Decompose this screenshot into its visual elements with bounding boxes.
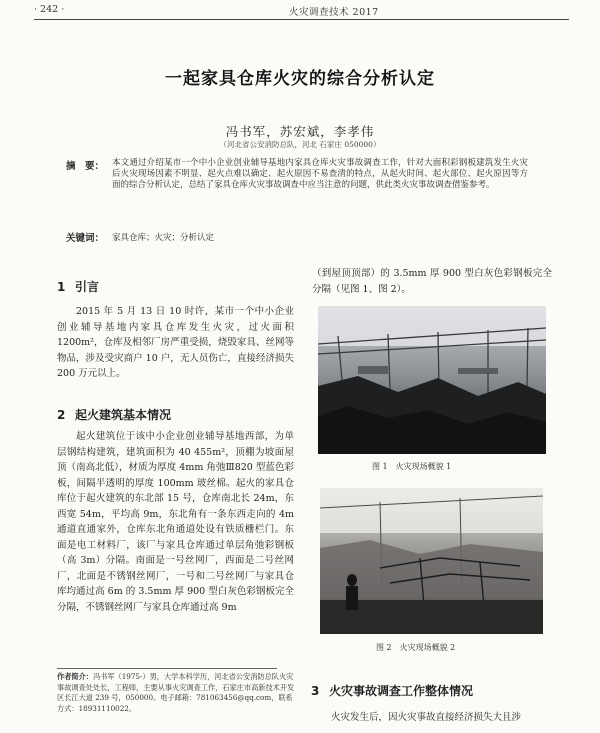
paper-authors: 冯书军，苏宏斌，李孝伟 [225,124,375,139]
section-title: 起火建筑基本情况 [75,408,172,422]
section-title: 火灾事故调查工作整体情况 [329,684,474,698]
section-2-continued-text: （到屋顶顶部）的 3.5mm 厚 900 型白灰色彩钢板完全分隔（见图 1、图 2）。 [312,268,552,295]
section-2-text: 起火建筑位于该中小企业创业辅导基地西部，为单层钢结构建筑，建筑面积为 40 455m²，顶棚为坡面屋顶（南高北低），材质为厚度 4mm 角弛Ⅲ820 型蓝色彩板，间隔半透明的厚度 100mm 玻丝棉。起火的家具仓库位于起火建筑的东北部 15 号，仓库南北长 24m，东西宽 54m，平均高 9m，东北角有一条东西走向的 4m 通道直通家外，仓库东北角通道处设有铁质栅栏门。东面是电工材料厂，该厂与家具仓库通过单层角弛彩钢板（高 3m）分隔。南面是一号丝网厂，西面是二号丝网厂，北面是不锈钢丝网厂，一号和二号丝网厂与家具仓库均通过高 6m 的 3.5mm 厚 900 型白灰色彩钢板完全分隔，不锈钢丝网厂与家具仓库通过高 9m [57,431,294,613]
author-footnote [57,672,299,714]
figure-1-caption: 图 1 火灾现场概貌 1 [372,462,452,471]
section-3-text: 火灾发生后，因火灾事故直接经济损失大且涉 [331,712,522,723]
page-number: · 242 · [34,4,65,15]
abstract-text: 本文通过介绍某市一个中小企业创业辅导基地内家具仓库火灾事故调查工作，针对大面积彩钢板建筑发生火灾后火灾现场因素不明显、起火点难以确定、起火原因不易查清的特点，从起火时间、起火部位、起火原因等方面的综合分析认定，总结了家具仓库火灾事故调查中应当注意的问题，供此类火灾事故调查借鉴参考。 [112,158,528,191]
abstract-label: 摘 要： [66,161,105,172]
figure-2-caption: 图 2 火灾现场概貌 2 [376,643,456,652]
section-2-heading [57,406,171,423]
running-header [34,4,569,18]
section-3-heading [311,682,473,699]
section-1-heading [57,278,99,295]
section-title: 引言 [75,280,100,294]
journal-name: 火灾调查技术 2017 [289,7,379,18]
footnote-rule [57,668,277,669]
footnote-label: 作者简介： [57,672,93,681]
footnote-text: 冯书军（1975-）男，大学本科学历，河北省公安消防总队火灾事故调查处处长，工程师，主要从事火灾调查工作，石家庄市高新技术开发区长江大道 239 号，050000。电子邮箱：781063456@qq.com，联系方式：18931110022。 [57,672,295,713]
section-number: 3 [311,684,320,698]
figure-1-photo [318,306,546,454]
keywords-text: 家具仓库；火灾；分析认定 [112,233,215,243]
paper-title: 一起家具仓库火灾的综合分析认定 [165,69,435,89]
section-1-text: 2015 年 5 月 13 日 10 时许，某市一个中小企业创业辅导基地内家具仓库发生火灾，过火面积 1200m²，仓库及相邻厂房严重受损，烧毁家具、丝网等物品，涉及受灾商户 10 户，无人员伤亡，直接经济损失 200 万元以上。 [57,306,294,379]
keywords-label: 关键词： [66,233,105,244]
section-number: 1 [57,280,66,294]
section-number: 2 [57,408,66,422]
header-rule [34,19,569,20]
figure-2-photo [320,488,543,634]
author-affiliation: （河北省公安消防总队，河北 石家庄 050000） [219,140,381,149]
